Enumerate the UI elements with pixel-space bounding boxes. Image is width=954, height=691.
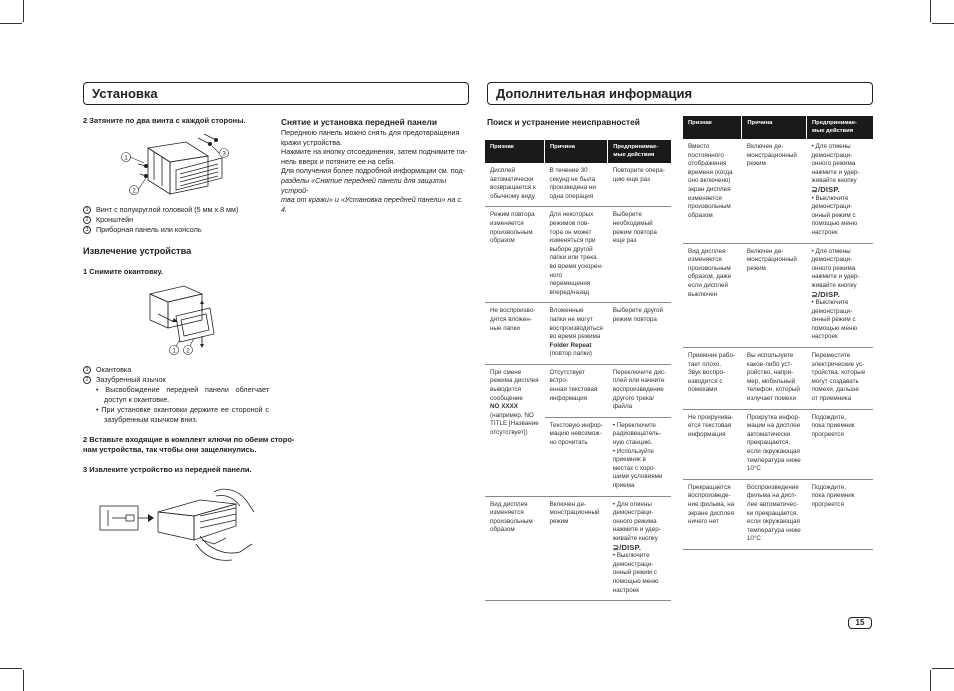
paragraph-line: нель вверх и потяните ее на себя.: [281, 156, 396, 166]
trim-ring-illustration: [140, 280, 230, 358]
cell-line: отображения: [688, 160, 727, 168]
cell-line: файла: [612, 403, 633, 411]
cell-line: ⊇/DISP.: [612, 542, 642, 552]
section-header-installation: Установка: [83, 82, 469, 105]
action-cell: [806, 243, 873, 348]
cell-line: изводится с: [688, 377, 723, 385]
cell-line: произведена ни: [549, 184, 596, 192]
cell-line: Для некоторых: [549, 211, 594, 219]
legend-item: [83, 375, 269, 385]
cell-line: демонстраци-: [811, 307, 853, 315]
table-row: [485, 496, 671, 601]
cell-line: прогреется: [811, 430, 844, 438]
trouble-table-1: [485, 140, 671, 601]
callout-1: 1: [172, 348, 176, 355]
cell-line: одна операция: [549, 192, 594, 200]
crop-mark: [932, 668, 954, 669]
legend-item: [83, 225, 263, 235]
crop-mark: [0, 668, 22, 669]
cell-line: режим повтора: [612, 315, 657, 323]
cell-line: во время ускорен-: [549, 262, 604, 270]
cell-line: информация: [549, 394, 588, 402]
legend-text: Зазубренный язычок: [96, 375, 166, 384]
cell-line: онного режима: [811, 160, 856, 168]
table-row: [485, 303, 671, 365]
crop-mark: [23, 0, 24, 22]
cell-line: NO XXXX: [490, 403, 518, 411]
cell-line: еще раз: [612, 237, 637, 245]
cell-line: онного режима: [811, 264, 856, 272]
subhead-removal: Извлечение устройства: [83, 246, 192, 256]
cell-line: приема: [612, 482, 635, 489]
header-line: Предпринимае-: [811, 120, 857, 126]
cell-line: необходимый: [612, 219, 653, 227]
table-header-cell: [608, 140, 671, 163]
page-number: 15: [848, 617, 872, 629]
subhead-troubleshooting: Поиск и устранение неисправностей: [487, 117, 640, 127]
action-cell: [806, 348, 873, 410]
cell-line: электрические ус-: [811, 360, 865, 368]
cell-line: сообщение: [490, 394, 523, 402]
cell-line: произвольным: [490, 517, 533, 525]
cell-line: • Выключите: [612, 552, 650, 560]
crop-mark: [0, 23, 22, 24]
action-cell: [608, 364, 671, 417]
cell-line: от приемника: [811, 395, 852, 403]
symptom-cell: [485, 364, 545, 496]
cell-line: экране дисплея: [688, 509, 735, 517]
cell-line: режимов пов-: [549, 219, 590, 227]
paragraph-line: кражи устройства.: [281, 137, 342, 147]
crop-mark: [23, 670, 24, 691]
cell-line: другого трека/: [612, 394, 655, 402]
table-row: [683, 479, 873, 549]
cell-line: тора он может: [549, 228, 592, 236]
cell-line: режим повтора: [612, 228, 657, 236]
cell-line: выводится: [490, 386, 522, 394]
cause-cell: [742, 479, 807, 549]
cell-line: • Выключите: [811, 194, 849, 202]
cell-line: ные папки: [490, 324, 520, 332]
cause-cell: [742, 139, 807, 243]
cell-line: Вместо: [688, 143, 710, 150]
cell-line: Режим повтора: [490, 211, 535, 219]
cell-line: образом: [688, 211, 713, 219]
cell-line: Звук воспро-: [688, 369, 726, 377]
cell-line: если окружающая: [746, 518, 800, 526]
trouble-table: [683, 116, 873, 550]
cell-line: радиовещатель-: [612, 430, 661, 438]
front-panel-paragraph: [281, 128, 469, 214]
cause-cell: [545, 364, 608, 417]
action-cell: [806, 139, 873, 243]
cell-line: излучает помехи: [746, 395, 797, 403]
table-row: [683, 139, 873, 243]
table-header-cell: [742, 116, 807, 139]
crop-mark: [930, 0, 931, 22]
legend-text: Кронштейн: [96, 215, 134, 224]
cell-line: живайте кнопку: [612, 534, 658, 542]
cell-line: папки не могут: [549, 315, 593, 323]
action-cell: [608, 207, 671, 303]
cell-line: выборе другой: [549, 245, 593, 253]
cell-line: времени (когда: [688, 168, 733, 176]
cell-line: демонстраци-: [811, 151, 853, 159]
step-tighten-screws: 2 Затяните по два винта с каждой стороны.: [83, 116, 246, 125]
symptom-cell: [683, 409, 742, 479]
cell-line: воспроизводиться: [549, 324, 603, 332]
cell-line: монстрационный: [746, 256, 797, 264]
cell-line: плей или начните: [612, 377, 665, 385]
cell-line: Воспроизведение: [746, 483, 799, 491]
action-cell: [806, 479, 873, 549]
symptom-cell: [683, 243, 742, 348]
action-cell: [608, 163, 671, 207]
cell-line: Включен де-: [549, 500, 587, 508]
cell-line: Не прокручива-: [688, 413, 734, 421]
paragraph-line: Для получения более подробной информации см. под-: [281, 166, 466, 176]
cell-line: онный режим с: [612, 569, 657, 577]
cell-line: образом: [490, 526, 515, 534]
header-line: мые действия: [613, 151, 655, 158]
cell-line: ние фильма, на: [688, 500, 735, 508]
cell-line: Вы используете: [746, 352, 794, 360]
step-extract-unit: 3 Извлеките устройство из передней панели.: [83, 465, 252, 474]
cell-line: секунд не была: [549, 175, 596, 183]
cell-line: автоматически: [746, 430, 791, 438]
cell-line: 10°С: [746, 465, 761, 473]
cell-line: изменяется: [490, 219, 524, 227]
table-header-cell: [683, 116, 742, 139]
subhead-front-panel: Снятие и установка передней панели: [281, 117, 437, 127]
cause-cell: [545, 163, 608, 207]
table-header-cell: [806, 116, 873, 139]
step-remove-trim: 1 Снимите окантовку.: [83, 267, 164, 276]
cell-line: ⊇/DISP.: [811, 184, 840, 194]
cause-cell: [545, 417, 608, 496]
legend-text: Приборная панель или консоль: [96, 225, 202, 234]
cell-line: Вид дисплея: [688, 247, 726, 255]
cell-line: ную станцию.: [612, 439, 653, 447]
cell-line: онного режима: [612, 517, 657, 525]
cell-line: режим: [549, 517, 569, 525]
cell-line: во время режима: [549, 333, 601, 341]
cell-line: экран дисплея: [688, 185, 731, 193]
table-header-row: [683, 116, 873, 139]
callout-3: 3: [222, 151, 226, 158]
symptom-cell: [485, 163, 545, 207]
cell-line: воспроизведе-: [688, 492, 731, 500]
cell-line: помощью меню: [612, 577, 659, 585]
cell-line: нажмите и удер-: [811, 273, 860, 281]
table-header-cell: [485, 140, 545, 163]
cell-line: мации на дисплее: [746, 422, 801, 430]
cell-line: нажмите и удер-: [612, 526, 661, 534]
cell-line: ного перемещения: [549, 271, 591, 288]
cell-line: демонстраци-: [612, 560, 654, 568]
cell-line: помехами: [688, 386, 718, 394]
legend-item: [83, 365, 269, 375]
cell-line: демонстраци-: [612, 509, 654, 517]
cell-line: прогреется: [811, 500, 844, 508]
cell-line: тает плохо.: [688, 360, 722, 368]
callout-1: 1: [124, 155, 128, 162]
symptom-cell: [683, 139, 742, 243]
cell-line: произвольным: [490, 228, 533, 236]
cell-line: Подождите,: [811, 413, 846, 421]
cell-line: температура ниже: [746, 526, 801, 534]
header-line: Признак: [490, 144, 514, 150]
cell-line: ки прекращается,: [746, 509, 799, 517]
cell-line: Текстовую инфор-: [549, 421, 603, 429]
cell-line: режима дисплея: [490, 377, 539, 385]
cell-line: помощью меню: [811, 324, 858, 332]
legend-item: [83, 215, 263, 225]
cell-line: отсутствует]): [490, 429, 528, 437]
cell-line: изменяться при: [549, 237, 596, 245]
cell-line: Приемник рабо-: [688, 352, 736, 360]
cell-line: онный режим с: [811, 211, 856, 219]
cell-line: демонстраци-: [811, 203, 853, 211]
cell-line: ⊇/DISP.: [811, 289, 840, 299]
cell-line: цию еще раз: [612, 175, 651, 183]
callout-2: 2: [132, 188, 136, 195]
cell-line: Дисплей: [490, 167, 516, 174]
cell-line: живайте кнопку: [811, 281, 857, 289]
cell-line: выключен: [688, 290, 718, 298]
cell-line: (повтор папки): [549, 350, 592, 358]
cell-line: образом: [490, 237, 515, 245]
cell-line: Выберите другой: [612, 307, 664, 315]
cell-line: настроек: [612, 586, 640, 594]
action-cell: [608, 303, 671, 365]
cell-line: демонстраци-: [811, 256, 853, 264]
cell-line: информация: [688, 430, 726, 438]
cell-line: режим: [746, 160, 766, 168]
cell-line: енная текстовая: [549, 386, 598, 394]
cell-line: воспроизведение: [612, 386, 664, 394]
cell-line: местах с хоро-: [612, 464, 656, 472]
legend-item: [83, 205, 263, 215]
action-cell: [806, 409, 873, 479]
legend-bracket: [83, 205, 263, 235]
cause-cell: [545, 207, 608, 303]
paragraph-line: тва от кражи» и «Установка передней панели» на с. 4.: [281, 195, 463, 214]
legend-number: 2: [83, 216, 91, 224]
cell-line: • Для отмены: [811, 143, 851, 150]
cell-line: приемник в: [612, 456, 646, 464]
paragraph-line: разделы «Снятие передней панели для защиты устрой-: [281, 175, 447, 195]
cell-line: ничего нет: [688, 518, 719, 526]
paragraph-line: Нажмите на кнопку отсоединения, затем поднимите па-: [281, 147, 468, 157]
symptom-cell: [485, 303, 545, 365]
table-row: [683, 409, 873, 479]
cell-line: Отсутствует встро-: [549, 368, 585, 385]
legend-text: Винт с полукруглой головкой (5 мм x 8 мм): [96, 205, 239, 214]
cell-line: пока приемник: [811, 422, 855, 430]
cell-line: если окружающая: [746, 448, 800, 455]
cell-line: • Переключите: [612, 421, 656, 429]
step-insert-keys: [83, 435, 294, 455]
cell-line: монстрационный: [746, 151, 797, 159]
cell-line: обычному виду: [490, 192, 535, 200]
trouble-table: [485, 140, 671, 601]
cell-line: произвольным: [688, 264, 731, 272]
cell-line: (например, NO: [490, 411, 534, 419]
note-bullet: • Высвобождение передней панели облегчает доступ к окантовке.: [96, 385, 269, 404]
cell-line: папки или трека: [549, 254, 597, 262]
cell-line: Подождите,: [811, 483, 846, 491]
cell-line: онный режим с: [811, 316, 856, 324]
cell-line: Повторите опера-: [612, 167, 665, 174]
table-row: [485, 364, 671, 417]
cell-line: ется текстовая: [688, 422, 732, 430]
cell-line: какое-либо уст-: [746, 360, 793, 368]
cell-line: Включен де-: [746, 143, 784, 150]
cell-line: изменяется: [688, 194, 722, 202]
cell-line: если дисплей: [688, 281, 729, 289]
step-line: 2 Вставьте входящие в комплект ключи по обеим сторо-: [83, 435, 295, 444]
legend-number: 1: [83, 206, 91, 214]
cell-line: Прекращается: [688, 483, 731, 491]
step-line: нам устройства, так чтобы они защелкнулись.: [83, 445, 257, 454]
cell-line: режим: [746, 264, 766, 272]
legend-number: 1: [83, 366, 91, 374]
table-row: [485, 207, 671, 303]
cause-cell: [742, 409, 807, 479]
cell-line: пока приемник: [811, 492, 855, 500]
header-line: Причина: [747, 120, 773, 126]
symptom-cell: [683, 479, 742, 549]
header-line: Признак: [688, 120, 712, 126]
extract-unit-illustration: [96, 482, 268, 566]
cell-line: лее автоматичес-: [746, 500, 799, 508]
cell-line: При смене: [490, 368, 522, 376]
cell-line: фильма на дисп-: [746, 492, 797, 500]
legend-trim: [83, 365, 269, 425]
cell-line: живайте кнопку: [811, 177, 857, 185]
action-cell: [608, 496, 671, 601]
action-cell: [608, 417, 671, 496]
table-header-row: [485, 140, 671, 163]
cell-line: Вложенные: [549, 307, 584, 315]
paragraph-line: Переднюю панель можно снять для предотвращения: [281, 128, 460, 137]
cell-line: настроек: [811, 228, 838, 236]
cell-line: телефон, который: [746, 386, 800, 394]
cell-line: мер, мобильный: [746, 377, 796, 385]
cell-line: нажмите и удер-: [811, 168, 860, 176]
cell-line: Выберите: [612, 211, 642, 219]
cell-line: Вид дисплея: [490, 500, 528, 508]
cell-line: Переключите дис-: [612, 368, 667, 376]
cause-cell: [545, 496, 608, 601]
cell-line: помехи, дальше: [811, 386, 859, 394]
cause-cell: [742, 348, 807, 410]
cell-line: вперед/назад: [549, 288, 590, 296]
cell-line: • Для отмены: [811, 247, 851, 255]
bracket-screws-illustration: [118, 130, 240, 200]
symptom-cell: [485, 496, 545, 601]
cell-line: TITLE [Название: [490, 420, 539, 428]
cell-line: • Для отмены: [612, 500, 652, 508]
cell-line: прекращается,: [746, 439, 791, 447]
cell-line: Прокрутка инфор-: [746, 413, 801, 421]
header-line: Предпринимае-: [613, 144, 659, 150]
cell-line: возвращается к: [490, 184, 536, 192]
cell-line: Не воспроизво-: [490, 307, 536, 315]
symptom-cell: [485, 207, 545, 303]
table-row: [485, 163, 671, 207]
cell-line: В течение 30: [549, 167, 588, 174]
cell-line: образом, даже: [688, 273, 732, 281]
cell-line: изменяется: [490, 509, 524, 517]
cell-line: ройство, напри-: [746, 369, 794, 377]
cell-line: помощью меню: [811, 220, 858, 228]
cell-line: могут создавать: [811, 377, 859, 385]
cell-line: Folder Repeat: [549, 341, 592, 349]
legend-text: Окантовка: [96, 365, 132, 374]
header-line: мые действия: [811, 127, 854, 134]
cause-cell: [545, 303, 608, 365]
crop-mark: [932, 23, 954, 24]
note-bullet: • При установке окантовки держите ее стороной с зазубренным язычком вниз.: [96, 405, 269, 424]
section-header-additional-info: Дополнительная информация: [487, 82, 873, 105]
cell-line: тройства, которые: [811, 369, 866, 377]
cell-line: оно включено): [688, 177, 731, 185]
cell-line: температура ниже: [746, 456, 801, 464]
cell-line: изменяется: [688, 256, 722, 264]
cell-line: но прочитать: [549, 439, 588, 447]
cell-line: мацию невозмож-: [549, 430, 602, 438]
crop-mark: [930, 670, 931, 691]
cell-line: автоматически: [490, 175, 534, 183]
legend-number: 2: [83, 376, 91, 384]
cell-line: шими условиями: [612, 473, 663, 481]
cell-line: произвольным: [688, 203, 731, 211]
table-row: [683, 348, 873, 410]
table-row: [683, 243, 873, 348]
cell-line: Переместите: [811, 352, 851, 360]
trouble-table-2: [683, 116, 873, 550]
cell-line: • Выключите: [811, 299, 849, 307]
cell-line: монстрационный: [549, 509, 600, 517]
cell-line: дятся вложен-: [490, 315, 532, 323]
header-line: Причина: [550, 144, 575, 150]
cell-line: • Используйте: [612, 447, 654, 455]
cell-line: 10°С: [746, 535, 761, 543]
legend-number: 3: [83, 226, 91, 234]
symptom-cell: [683, 348, 742, 410]
table-header-cell: [545, 140, 608, 163]
cell-line: постоянного: [688, 151, 724, 159]
cell-line: Включен де-: [746, 247, 784, 255]
cause-cell: [742, 243, 807, 348]
cell-line: настроек: [811, 333, 838, 341]
callout-2: 2: [186, 348, 190, 355]
